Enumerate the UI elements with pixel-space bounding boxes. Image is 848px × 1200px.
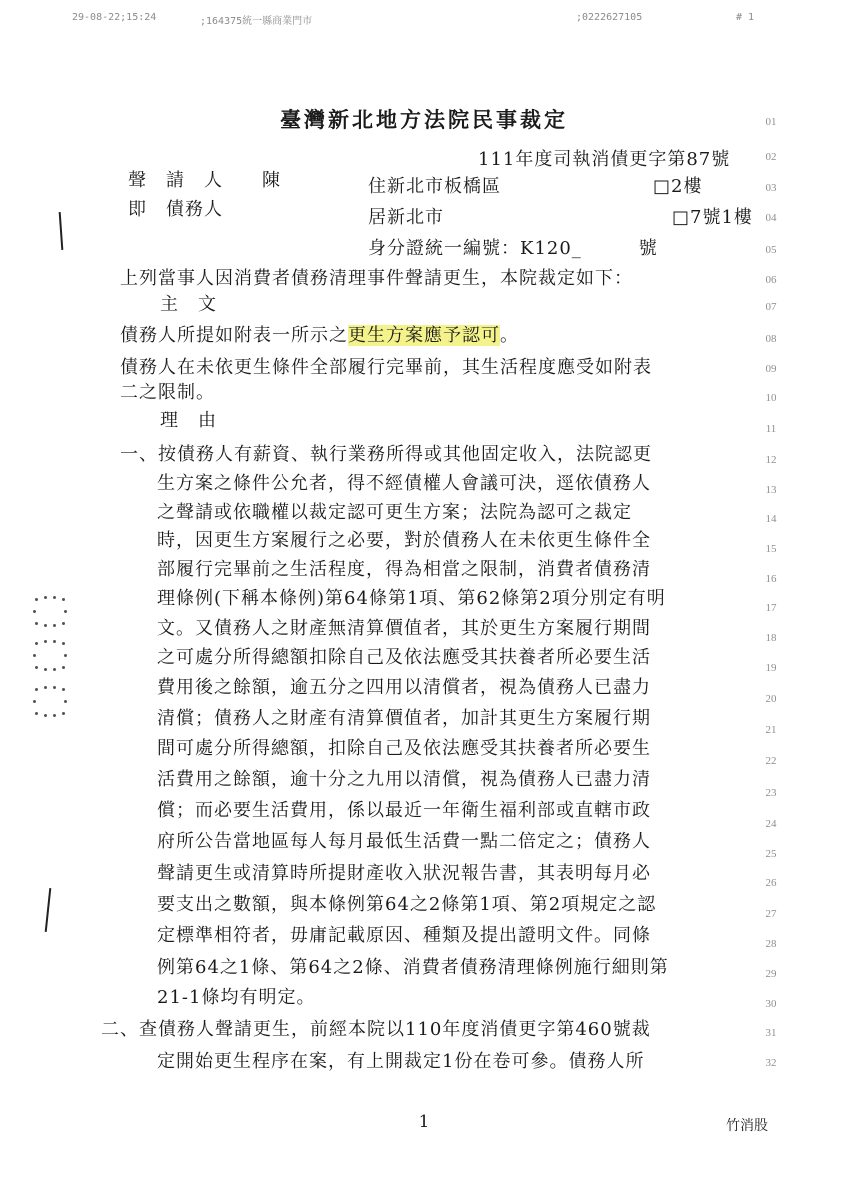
line-number: 08 [765, 333, 777, 345]
line-number: 24 [765, 818, 777, 830]
binding-hole [62, 622, 65, 625]
court-division: 竹消股 [726, 1118, 768, 1134]
line-number: 09 [765, 363, 777, 375]
binding-holes [32, 596, 68, 728]
case-number: 111年度司執消債更字第87號 [478, 149, 731, 170]
binding-hole [44, 596, 47, 599]
binding-hole [44, 686, 47, 689]
highlighted-approval: 更生方案應予認可 [348, 325, 500, 346]
body-line: 生方案之條件公允者，得不經債權人會議可決，逕依債務人 [157, 473, 651, 494]
margin-pen-mark [59, 212, 64, 250]
party-role-applicant: 聲 請 人 [128, 170, 223, 191]
binding-hole [35, 712, 38, 715]
line-number: 12 [765, 454, 777, 466]
body-line: 部履行完畢前之生活程度，得為相當之限制，消費者債務清 [157, 559, 651, 580]
body-line: 二、查債務人聲請更生，前經本院以110年度消債更字第460號裁 [101, 1019, 651, 1040]
binding-hole [62, 712, 65, 715]
fax-datetime: 29-08-22;15:24 [72, 12, 157, 23]
binding-hole [53, 624, 56, 627]
line-number: 07 [765, 301, 777, 313]
line-number: 25 [765, 848, 777, 860]
binding-hole [62, 598, 65, 601]
binding-hole [35, 688, 38, 691]
binding-hole [53, 714, 56, 717]
body-line: 21-1條均有明定。 [157, 987, 316, 1008]
line-number: 17 [765, 602, 777, 614]
line-number: 14 [765, 513, 777, 525]
line-number: 30 [765, 998, 777, 1010]
line-number: 26 [765, 877, 777, 889]
line-number: 05 [765, 244, 777, 256]
binding-hole [33, 700, 36, 703]
line-number: 19 [765, 662, 777, 674]
main-text-suffix: 。 [500, 325, 519, 346]
line-number: 31 [765, 1027, 777, 1039]
body-line: 之聲請或依職權以裁定認可更生方案；法院為認可之裁定 [157, 502, 632, 523]
party-address-2: 居新北市 □7號1樓 [368, 207, 753, 228]
body-line: 例第64之1條、第64之2條、消費者債務清理條例施行細則第 [157, 957, 669, 978]
main-text-prefix: 債務人所提如附表一所示之 [120, 325, 348, 346]
binding-hole [33, 610, 36, 613]
binding-hole [44, 714, 47, 717]
party-role-debtor: 即 債務人 [128, 199, 223, 220]
binding-hole [64, 654, 67, 657]
binding-hole [35, 622, 38, 625]
body-line: 清償；債務人之財產有清算價值者，加計其更生方案履行期 [157, 708, 651, 729]
binding-hole [62, 642, 65, 645]
line-number: 27 [765, 908, 777, 920]
main-text-line-2: 債務人在未依更生條件全部履行完畢前，其生活程度應受如附表 [120, 357, 652, 378]
body-line: 償；而必要生活費用，係以最近一年衛生福利部或直轄市政 [157, 800, 651, 821]
line-number: 04 [765, 212, 777, 224]
binding-hole [53, 640, 56, 643]
line-number: 18 [765, 632, 777, 644]
line-number: 11 [765, 423, 777, 435]
body-line: 要支出之數額，與本條例第64之2條第1項、第2項規定之認 [157, 894, 657, 915]
binding-hole [44, 640, 47, 643]
line-number: 32 [765, 1057, 777, 1069]
intro-text: 上列當事人因消費者債務清理事件聲請更生，本院裁定如下： [120, 268, 633, 289]
binding-hole [53, 686, 56, 689]
line-number: 01 [765, 116, 777, 128]
line-number: 20 [765, 693, 777, 705]
line-number: 21 [765, 724, 777, 736]
line-number: 23 [765, 787, 777, 799]
body-line: 理條例(下稱本條例)第64條第1項、第62條第2項分別定有明 [157, 588, 666, 609]
fax-header [0, 12, 848, 28]
binding-hole [35, 666, 38, 669]
page-number: 1 [418, 1112, 430, 1132]
fax-sender: ;164375統一縣商業門市 [200, 16, 313, 27]
main-heading: 主 文 [160, 294, 217, 315]
party-address-1: 住新北市板橋區 □2樓 [368, 176, 703, 197]
body-line: 間可處分所得總額，扣除自己及依法應受其扶養者所必要生 [157, 738, 651, 759]
binding-hole [62, 688, 65, 691]
body-line: 府所公告當地區每人每月最低生活費一點二倍定之；債務人 [157, 831, 651, 852]
binding-hole [44, 668, 47, 671]
binding-hole [62, 666, 65, 669]
body-line: 一、按債務人有薪資、執行業務所得或其他固定收入，法院認更 [120, 444, 652, 465]
body-line: 文。又債務人之財產無清算價值者，其於更生方案履行期間 [157, 618, 651, 639]
main-text-line-3: 二之限制。 [120, 382, 215, 403]
line-number: 10 [765, 392, 777, 404]
fax-page-mark: # 1 [736, 12, 755, 23]
binding-hole [64, 610, 67, 613]
binding-hole [53, 596, 56, 599]
line-number: 13 [765, 484, 777, 496]
reason-heading: 理 由 [160, 410, 217, 431]
line-number: 22 [765, 755, 777, 767]
line-number: 15 [765, 543, 777, 555]
binding-hole [53, 668, 56, 671]
line-number: 16 [765, 573, 777, 585]
party-id-number: 身分證統一編號：K120_ 號 [368, 238, 658, 259]
line-number: 03 [765, 182, 777, 194]
body-line: 之可處分所得總額扣除自己及依法應受其扶養者所必要生活 [157, 647, 651, 668]
party-name: 陳 [262, 170, 281, 191]
binding-hole [35, 642, 38, 645]
body-line: 費用後之餘額，逾五分之四用以清償者，視為債務人已盡力 [157, 677, 651, 698]
binding-hole [33, 654, 36, 657]
binding-hole [64, 700, 67, 703]
body-line: 定開始更生程序在案，有上開裁定1份在卷可參。債務人所 [157, 1051, 645, 1072]
body-line: 定標準相符者，毋庸記載原因、種類及提出證明文件。同條 [157, 925, 651, 946]
document-title: 臺灣新北地方法院民事裁定 [280, 107, 568, 132]
line-number: 29 [765, 968, 777, 980]
fax-phone: ;0222627105 [576, 12, 643, 23]
line-number: 28 [765, 938, 777, 950]
body-line: 活費用之餘額，逾十分之九用以清償，視為債務人已盡力清 [157, 769, 651, 790]
line-number: 02 [765, 151, 777, 163]
margin-pen-mark [45, 888, 52, 932]
body-line: 時，因更生方案履行之必要，對於債務人在未依更生條件全 [157, 530, 651, 551]
body-line: 聲請更生或清算時所提財產收入狀況報告書，其表明每月必 [157, 863, 651, 884]
binding-hole [44, 624, 47, 627]
binding-hole [35, 598, 38, 601]
line-number: 06 [765, 274, 777, 286]
main-text-line-1 [120, 321, 519, 347]
